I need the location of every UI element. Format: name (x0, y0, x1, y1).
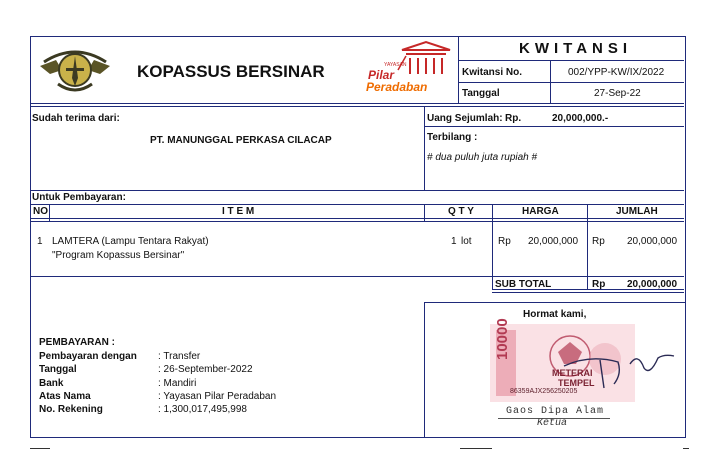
header-divider (458, 36, 459, 103)
signature-greeting: Hormat kami, (523, 309, 587, 320)
row-item-line1: LAMTERA (Lampu Tentara Rakyat) (52, 236, 209, 247)
footer-rule-mid (460, 448, 492, 449)
payment-account-name-label: Atas Nama (39, 391, 91, 402)
payment-method-value: : Transfer (158, 351, 201, 362)
col-header-item: I T E M (222, 206, 255, 217)
row-price: 20,000,000 (528, 236, 579, 247)
payment-date-value: : 26-September-2022 (158, 364, 253, 375)
spelled-label: Terbilang : (427, 132, 478, 143)
payment-bank-label: Bank (39, 378, 64, 389)
logo-line1: Pilar (368, 68, 395, 82)
payment-account-name-value: : Yayasan Pilar Peradaban (158, 391, 277, 402)
stamp-line2: TEMPEL (558, 378, 595, 388)
payment-account-number-label: No. Rekening (39, 404, 103, 415)
doc-title: KWITANSI (519, 40, 633, 57)
kopassus-emblem (36, 40, 114, 100)
signatory-role: Ketua (537, 418, 568, 429)
col-header-price: HARGA (522, 206, 559, 217)
org-name: KOPASSUS BERSINAR (137, 62, 325, 81)
row-item-line2: "Program Kopassus Bersinar" (52, 250, 185, 261)
footer-rule-left (30, 448, 50, 449)
footer-rule-right (683, 448, 689, 449)
spelled-amount: # dua puluh juta rupiah # (427, 152, 538, 163)
col-header-no: NO (33, 206, 48, 217)
row-qty: 1 (451, 236, 457, 247)
received-from-label: Sudah terima dari: (32, 113, 120, 124)
logo-small-text: YAYASAN (384, 62, 407, 68)
subtotal-value: 20,000,000 (627, 279, 678, 290)
kwitansi-no: 002/YPP-KW/IX/2022 (568, 67, 665, 78)
subtotal-label: SUB TOTAL (495, 279, 552, 290)
pilar-peradaban-logo (366, 40, 452, 100)
row-total-currency: Rp (592, 236, 605, 247)
signatory-name: Gaos Dipa Alam (506, 406, 605, 417)
row-no: 1 (37, 236, 43, 247)
payment-date-label: Tanggal (39, 364, 77, 375)
row-price-currency: Rp (498, 236, 511, 247)
amount-label: Uang Sejumlah: (427, 113, 503, 124)
stamp-value: 10000 (494, 318, 511, 360)
items-section-label: Untuk Pembayaran: (32, 192, 126, 203)
kwitansi-no-label: Kwitansi No. (462, 67, 523, 78)
row-unit: lot (461, 236, 472, 247)
amount-currency: Rp. (505, 113, 522, 124)
logo-line2: Peradaban (366, 80, 428, 94)
col-header-total: JUMLAH (616, 206, 658, 217)
stamp-line1: METERAI (552, 368, 593, 378)
tanggal-label: Tanggal (462, 88, 500, 99)
tanggal-value: 27-Sep-22 (594, 88, 641, 99)
row-total: 20,000,000 (627, 236, 678, 247)
payment-account-number-value: : 1,300,017,495,998 (158, 404, 247, 415)
amount-value: 20,000,000.- (552, 113, 609, 124)
payment-bank-value: : Mandiri (158, 378, 197, 389)
payment-title: PEMBAYARAN : (39, 337, 115, 348)
payment-method-label: Pembayaran dengan (39, 351, 137, 362)
handwritten-signature (560, 344, 680, 394)
col-header-qty: Q T Y (448, 206, 474, 217)
subtotal-currency: Rp (592, 279, 606, 290)
received-from: PT. MANUNGGAL PERKASA CILACAP (150, 135, 332, 146)
stamp-serial: 86359AJX256250205 (510, 388, 578, 395)
